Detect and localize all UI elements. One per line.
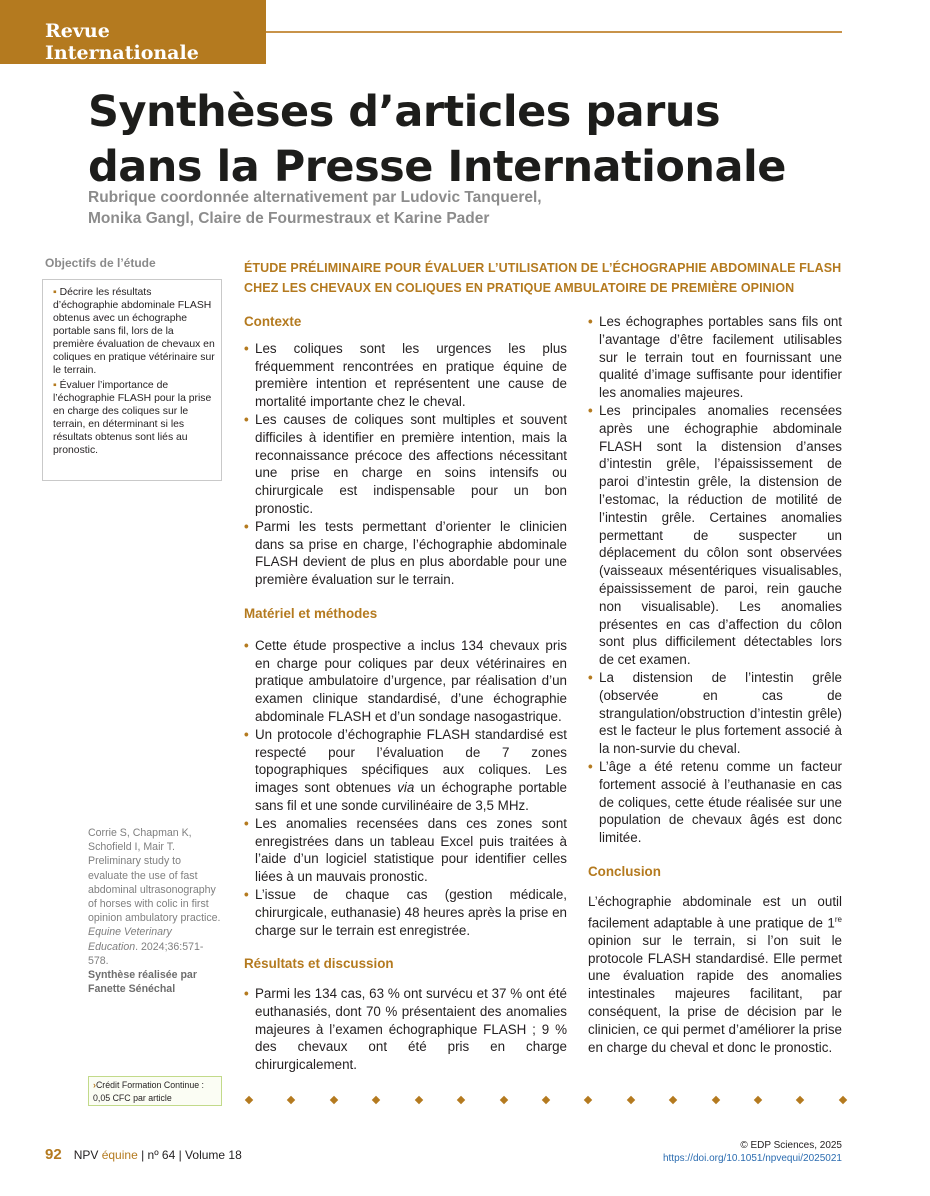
summary-author: Synthèse réalisée par Fanette Sénéchal [88,969,197,996]
decorative-diamond-row [246,1097,846,1107]
diamond-icon [457,1096,465,1104]
conclusion-heading: Conclusion [588,863,661,879]
article-title [244,258,844,298]
subtitle-line1: Rubrique coordonnée alternativement par Ludovic Tanquerel, [88,189,542,206]
objective-item: ▪ Évaluer l’importance de l’échographie FLASH pour la prise en charge des coliques sur le terrain, en déterminant si les résultats obtenus sont liés au pronostic. [53,380,212,456]
reference-tail: . 2024;36:571-578. [88,940,204,967]
resultats-item: • L’âge a été retenu comme un facteur fortement associé à l’euthanasie en cas de coliques, cette étude réalisée sur une population de chevaux âgés est donc limitée. [588,758,842,847]
diamond-icon [372,1096,380,1104]
page-title [88,85,848,195]
methodes-item: • Un protocole d’échographie FLASH standardisé est respecté pour l’évaluation de 7 zones topographiques spécifiques aux coliques. Les images sont obtenues via un échographe portable sans fil et une sonde curvilinéaire de 3,5 MHz. [244,726,567,815]
objective-item: ▪ Décrire les résultats d’échographie abdominale FLASH obtenus avec un échographe portable sans fil, lors de la première évaluation de chevaux en coliques en pratique vétérinaire sur le terrain. [53,287,215,376]
article-column-right [588,313,842,1056]
methodes-item: • Les anomalies recensées dans ces zones sont enregistrées dans un tableau Excel puis traitées à l’aide d’un logiciel statistique pour identifier celles liées à un mauvais pronostic. [244,815,567,886]
header-rule [266,31,842,33]
objectives-box [42,279,222,481]
diamond-icon [542,1096,550,1104]
coordinators-subtitle [88,187,688,229]
section-tab [0,0,266,64]
diamond-icon [330,1096,338,1104]
resultats-item: • Les échographes portables sans fils ont l’avantage d’être facilement utilisables sur le terrain tout en fournissant une qualité d’image suffisante pour identifier les anomalies majeures. [588,313,842,402]
resultats-item: • Parmi les 134 cas, 63 % ont survécu et 37 % ont été euthanasiés, dont 70 % présentaient des anomalies majeures à l’examen échographique FLASH ; 9 % des chevaux ont été pris en charge chirurgicalement. [244,985,567,1074]
diamond-icon [711,1096,719,1104]
reference-authors-title: Corrie S, Chapman K, Schofield I, Mair T. Preliminary study to evaluate the use of fast abdominal ultrasonography of horses with colic in first opinion ambulatory practice. [88,827,221,925]
conclusion-text: L’échographie abdominale est un outil facilement adaptable à une pratique de 1re opinion sur le terrain, si l’on suit le protocole FLASH standardisé. Elle permet une évaluation rapide des anomalies intestinales majeures facilitant, par conséquent, la prise de décision par le clinicien, ce qui permet d’améliorer la prise en charge du cheval et donc le pronostic. [588,893,842,1055]
diamond-icon [414,1096,422,1104]
resultats-item: • Les principales anomalies recensées après une échographie abdominale FLASH sont la distension d’anses d’intestin grêle, l’épaississement de paroi d’intestin grêle, la distension de l’estomac, la réduction de motilité de l’intestin grêle. Certaines anomalies permettant de suspecter un déplacement du côlon sont observées (vaisseaux mésentériques visualisables, épaississement de paroi, rein gauche non visualisable). Les anomalies présentes en cas d’affection du côlon sont plus difficilement détectables lors de cet examen. [588,402,842,669]
contexte-item: • Les coliques sont les urgences les plus fréquemment rencontrées en pratique équine de première intention et représentent une cause de mortalité importante chez le cheval. [244,340,567,411]
article-title-line2: CHEZ LES CHEVAUX EN COLIQUES EN PRATIQUE AMBULATOIRE DE PREMIÈRE OPINION [244,281,795,295]
page-title-line2: dans la Presse Internationale [88,142,786,192]
methodes-item: • L’issue de chaque cas (gestion médicale, chirurgicale, euthanasie) 48 heures après la prise en charge sur le terrain est enregistrée. [244,886,567,939]
copyright-text: © EDP Sciences, 2025 [740,1140,842,1151]
diamond-icon [796,1096,804,1104]
article-title-line1: ÉTUDE PRÉLIMINAIRE POUR ÉVALUER L’UTILISATION DE L’ÉCHOGRAPHIE ABDOMINALE FLASH [244,261,842,275]
journal-issue: | nº 64 | Volume 18 [137,1148,242,1162]
cfc-value: 0,05 CFC par article [93,1092,172,1103]
cfc-label: Crédit Formation Continue : [95,1080,204,1090]
contexte-item: • Les causes de coliques sont multiples et souvent difficiles à identifier en première intention, mais la reconnaissance précoce des affections nécessitant une prise en charge en soins intensifs ou chirurgicale est indispensable pour un bon pronostic. [244,411,567,518]
diamond-icon [499,1096,507,1104]
methodes-heading: Matériel et méthodes [244,605,378,621]
reference-journal: Equine Veterinary Education [88,926,172,953]
journal-prefix: NPV [73,1148,102,1162]
cfc-box: ›Crédit Formation Continue : 0,05 CFC par article [88,1076,222,1106]
diamond-icon [839,1096,847,1104]
resultats-item: • La distension de l’intestin grêle (observée en cas de strangulation/obstruction d’intestin grêle) est le facteur le plus fortement associé à la non-survie du cheval. [588,669,842,758]
diamond-icon [627,1096,635,1104]
journal-name: équine [101,1148,138,1162]
source-reference [88,826,223,996]
diamond-icon [245,1096,253,1104]
diamond-icon [584,1096,592,1104]
article-column-left [244,313,567,1074]
diamond-icon [287,1096,295,1104]
objectives-heading: Objectifs de l’étude [45,256,156,270]
doi-link[interactable]: https://doi.org/10.1051/npvequi/2025021 [662,1153,842,1164]
page-title-line1: Synthèses d’articles parus [88,87,721,137]
contexte-item: • Parmi les tests permettant d’orienter le clinicien dans sa prise en charge, l’échographie abdominale FLASH devient de plus en plus abordable pour une première évaluation sur le terrain. [244,518,567,589]
section-label: Revue Internationale [45,20,199,64]
contexte-heading: Contexte [244,314,302,329]
footer-journal [45,1146,242,1163]
footer-copyright [663,1139,842,1165]
resultats-heading: Résultats et discussion [244,956,394,972]
subtitle-line2: Monika Gangl, Claire de Fourmestraux et Karine Pader [88,210,490,227]
diamond-icon [754,1096,762,1104]
diamond-icon [669,1096,677,1104]
methodes-item: • Cette étude prospective a inclus 134 chevaux pris en charge pour coliques par deux vétérinaires en pratique ambulatoire d’urgence, par réalisation d’un examen clinique standardisé, d’une échographie abdominale FLASH et d’un sondage nasogastrique. [244,637,567,726]
page-number: 92 [45,1146,62,1163]
